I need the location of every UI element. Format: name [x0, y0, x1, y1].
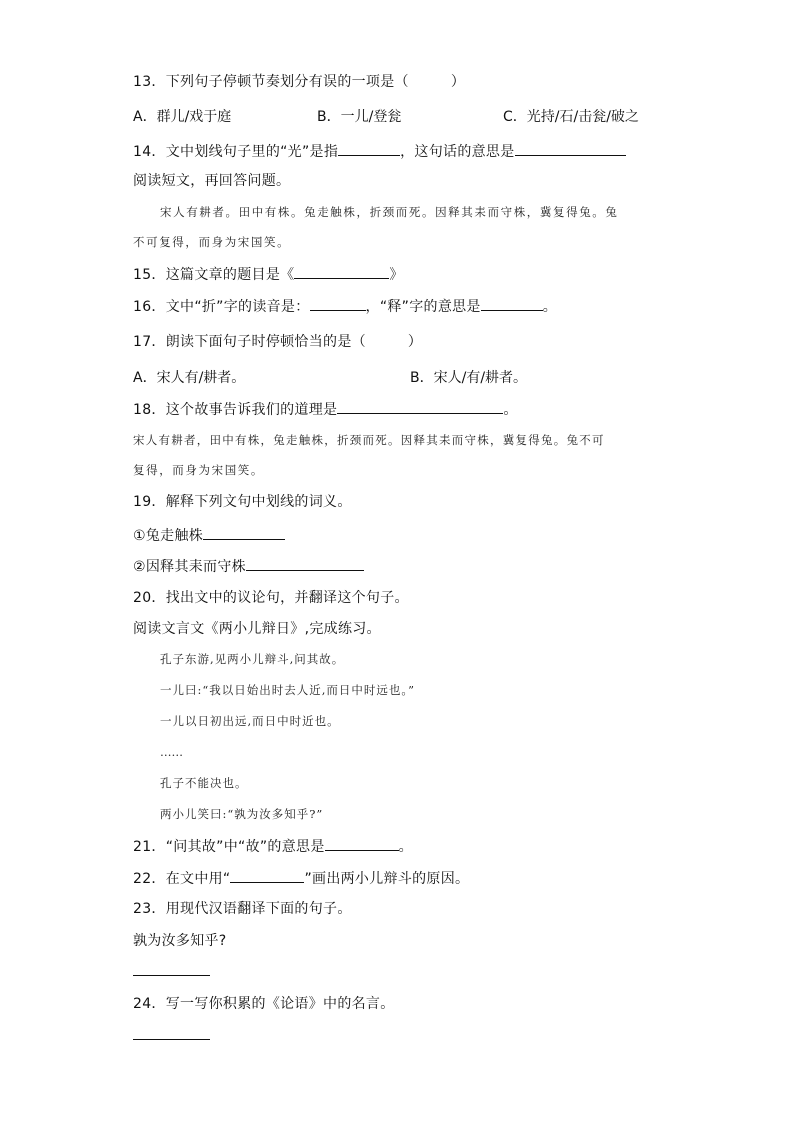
question-15-part1: 15．这篇文章的题目是《 [133, 267, 295, 283]
passage-3-line-5: 孔子不能决也。 [160, 776, 248, 790]
question-19-item-2-text: ②因释其耒而守株 [133, 559, 246, 575]
question-18 [133, 399, 518, 420]
question-17-option-b: B．宋人/有/耕者。 [410, 370, 528, 386]
question-15-blank[interactable] [294, 264, 389, 279]
question-19-item-1-blank[interactable] [203, 525, 285, 540]
question-18-part2: 。 [503, 402, 518, 418]
question-13-paren-close: ） [450, 74, 466, 90]
question-24-answer-line[interactable] [133, 1039, 210, 1040]
question-19-stem: 19．解释下列文句中划线的词义。 [133, 494, 352, 510]
question-16-part2: ，“释”字的意思是 [365, 299, 481, 315]
question-15 [133, 264, 404, 285]
question-23-stem: 23．用现代汉语翻译下面的句子。 [133, 901, 352, 917]
question-13-option-c: C．光持/石/击瓮/破之 [503, 109, 639, 125]
question-13-stem: 13．下列句子停顿节奏划分有误的一项是（ [133, 74, 409, 90]
question-13-option-b: B．一儿/登瓮 [317, 109, 402, 125]
question-16-part3: 。 [542, 299, 558, 315]
question-17-option-a: A．宋人有/耕者。 [133, 370, 246, 386]
question-14 [133, 141, 626, 162]
question-23-answer-line[interactable] [133, 975, 210, 976]
question-17 [133, 332, 422, 352]
question-19-item-2 [133, 556, 364, 577]
question-21-part1: 21．“问其故”中“故”的意思是 [133, 839, 325, 855]
question-24-stem: 24．写一写你积累的《论语》中的名言。 [133, 996, 395, 1012]
question-18-blank[interactable] [337, 399, 503, 414]
question-17-stem: 17．朗读下面句子时停顿恰当的是（ [133, 334, 366, 350]
question-22 [133, 868, 469, 889]
question-15-part2: 》 [389, 267, 404, 283]
question-19-item-1 [133, 525, 285, 546]
passage-1-line-1: 宋人有耕者。田中有株。兔走触株，折颈而死。因释其耒而守株，冀复得兔。兔 [160, 205, 619, 219]
question-19-item-2-blank[interactable] [246, 556, 364, 571]
reading-intro-1: 阅读短文，再回答问题。 [133, 173, 291, 189]
passage-3-line-6: 两小儿笑曰:“孰为汝多知乎?” [160, 807, 324, 821]
question-22-blank[interactable] [230, 868, 304, 883]
passage-1-line-2: 不可复得，而身为宋国笑。 [133, 235, 291, 249]
passage-3-line-2: 一儿曰:“我以日始出时去人近,而日中时远也。” [160, 683, 416, 697]
question-21 [133, 836, 413, 857]
passage-3-line-3: 一儿以日初出远,而日中时近也。 [160, 714, 340, 728]
question-17-paren-close: ） [407, 334, 423, 350]
question-21-part2: 。 [398, 839, 413, 855]
question-13 [133, 72, 465, 92]
question-13-option-a: A．群儿/戏于庭 [133, 109, 232, 125]
question-19-item-1-text: ①兔走触株 [133, 528, 204, 544]
question-16-blank-1[interactable] [310, 296, 366, 311]
question-22-part2: ”画出两小儿辩斗的原因。 [304, 871, 470, 887]
passage-3-line-1: 孔子东游,见两小儿辩斗,问其故。 [160, 652, 345, 666]
passage-2-line-1: 宋人有耕者，田中有株，兔走触株，折颈而死。因释其耒而守株，冀复得兔。兔不可 [133, 433, 605, 447]
question-23-sentence: 孰为汝多知乎? [133, 933, 227, 949]
question-14-part1: 14．文中划线句子里的“光”是指 [133, 144, 339, 160]
question-16-blank-2[interactable] [481, 296, 543, 311]
question-14-blank-1[interactable] [338, 141, 400, 156]
question-18-part1: 18．这个故事告诉我们的道理是 [133, 402, 338, 418]
question-21-blank[interactable] [325, 836, 399, 851]
passage-2-line-2: 复得，而身为宋国笑。 [133, 463, 264, 477]
question-22-part1: 22．在文中用“ [133, 871, 231, 887]
passage-3-line-4: …… [160, 745, 183, 759]
question-16-part1: 16．文中“折”字的读音是： [133, 299, 310, 315]
question-14-blank-2[interactable] [515, 141, 626, 156]
reading-intro-2: 阅读文言文《两小儿辩日》,完成练习。 [133, 621, 381, 637]
question-16 [133, 296, 557, 317]
question-14-part2: ，这句话的意思是 [400, 144, 515, 160]
question-20-stem: 20．找出文中的议论句，并翻译这个句子。 [133, 590, 409, 606]
